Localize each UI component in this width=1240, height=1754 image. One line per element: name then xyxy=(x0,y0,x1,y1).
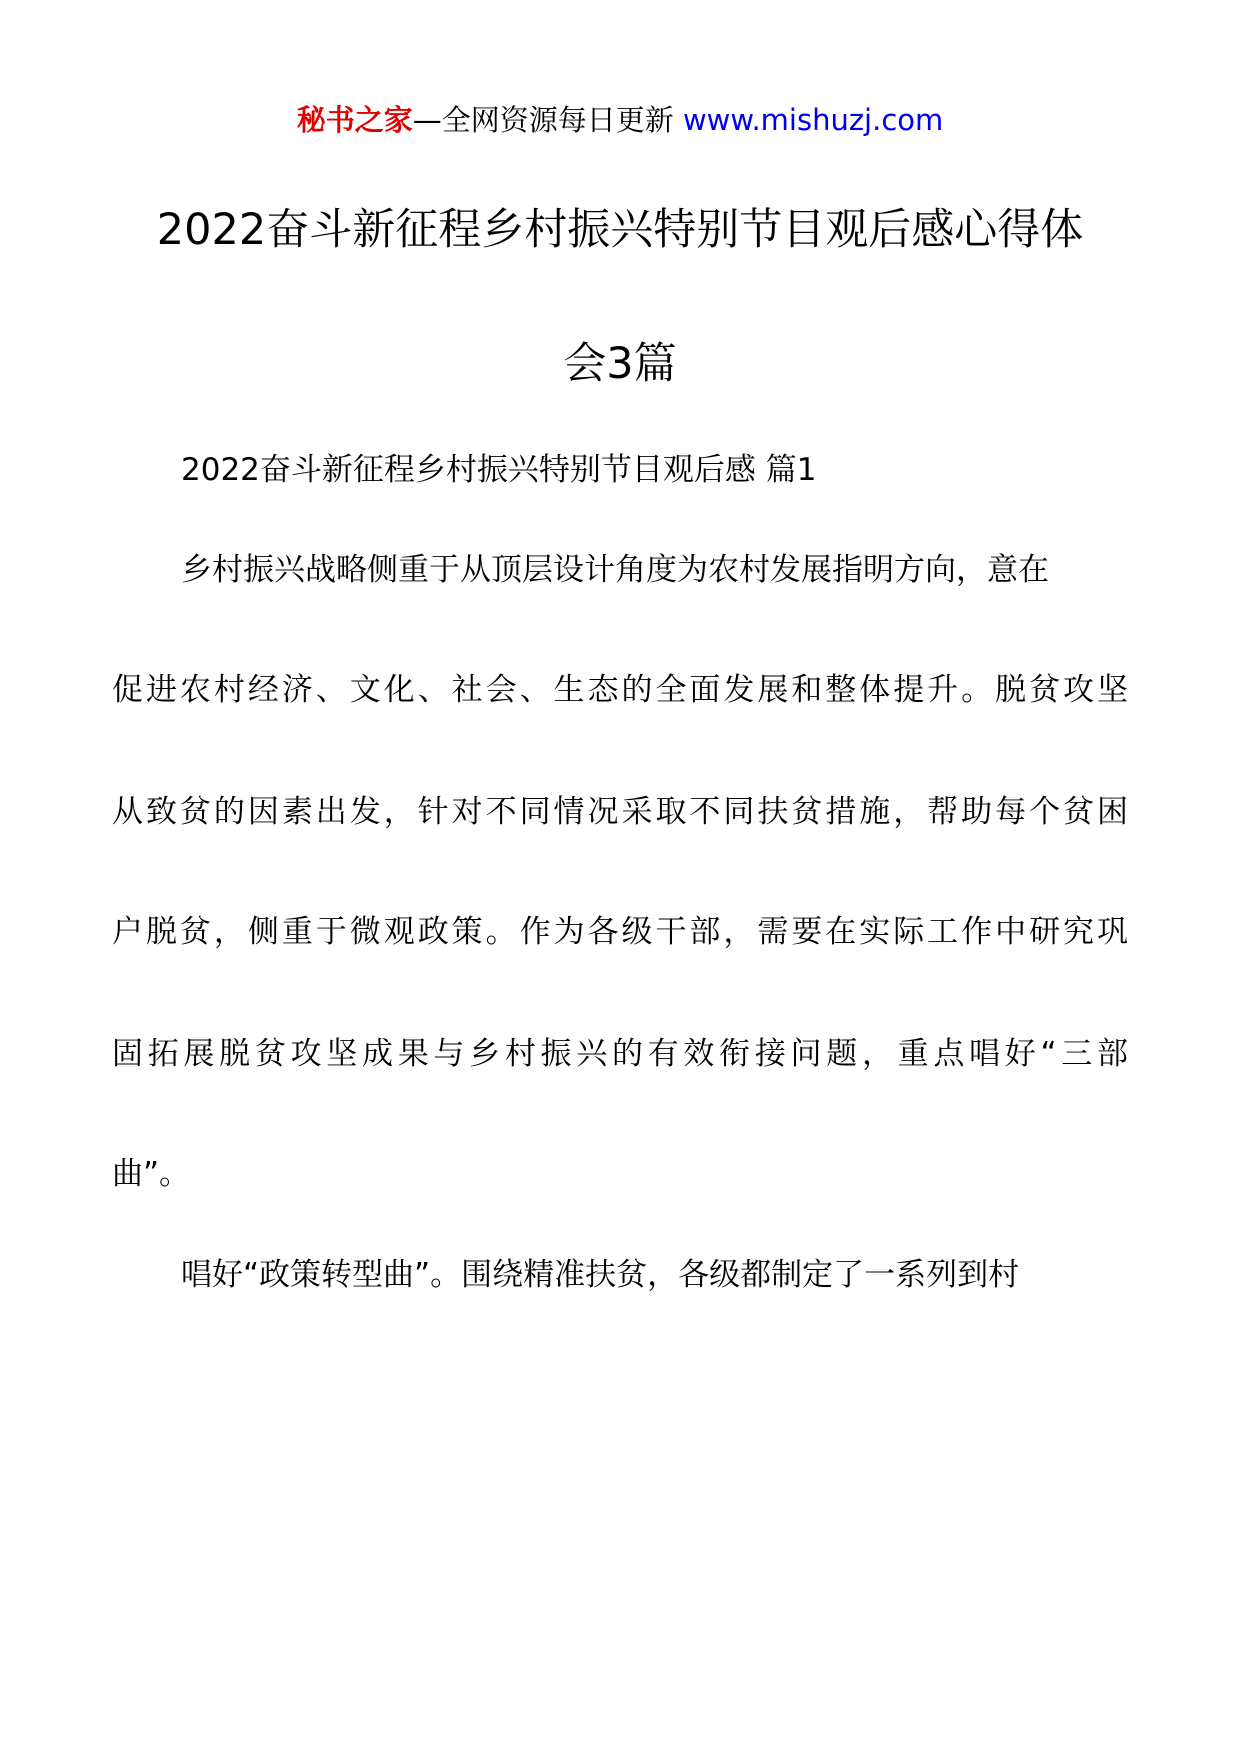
header-tagline: —全网资源每日更新 xyxy=(412,103,683,137)
paragraph-line: 固拓展脱贫攻坚成果与乡村振兴的有效衔接问题，重点唱好“三部 xyxy=(112,1036,1128,1072)
paragraph-line: 乡村振兴战略侧重于从顶层设计角度为农村发展指明方向，意在 xyxy=(181,552,1049,588)
paragraph-line: 从致贫的因素出发，针对不同情况采取不同扶贫措施，帮助每个贫困 xyxy=(112,794,1128,830)
paragraph-line: 唱好“政策转型曲”。围绕精准扶贫，各级都制定了一系列到村 xyxy=(181,1257,1020,1293)
document-title-line-1: 2022奋斗新征程乡村振兴特别节目观后感心得体 xyxy=(156,205,1084,255)
paragraph-line: 促进农村经济、文化、社会、生态的全面发展和整体提升。脱贫攻坚 xyxy=(112,672,1128,708)
brand-name: 秘书之家 xyxy=(296,103,413,137)
site-header xyxy=(0,100,1240,140)
section-heading: 2022奋斗新征程乡村振兴特别节目观后感 篇1 xyxy=(181,452,817,488)
paragraph-line: 曲”。 xyxy=(112,1156,191,1192)
paragraph-line: 户脱贫，侧重于微观政策。作为各级干部，需要在实际工作中研究巩 xyxy=(112,914,1128,950)
site-url-link[interactable]: www.mishuzj.com xyxy=(682,103,944,137)
document-title-line-2: 会3篇 xyxy=(563,339,677,389)
